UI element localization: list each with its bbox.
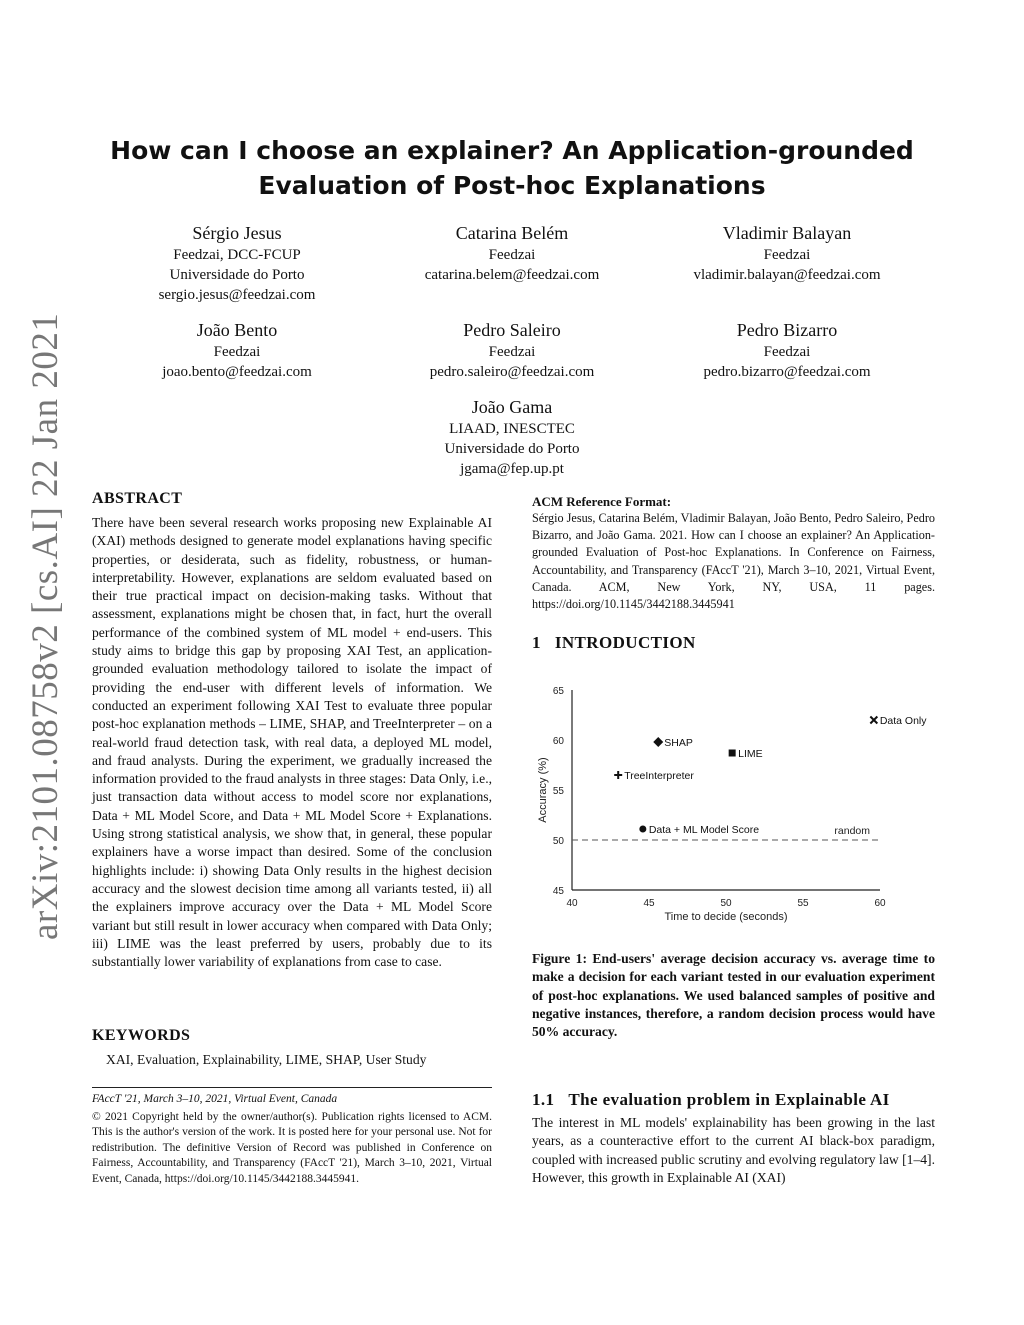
y-tick-label: 65	[552, 686, 564, 697]
footnote-divider	[92, 1087, 492, 1088]
author-block	[642, 318, 932, 382]
acm-reference	[532, 494, 935, 613]
y-tick-label: 50	[552, 836, 564, 847]
paper-title: How can I choose an explainer? An Application-grounded Evaluation of Post-hoc Explanations	[110, 136, 914, 200]
author-block	[92, 221, 382, 305]
x-tick-label: 40	[566, 898, 578, 909]
author-affiliation: Feedzai	[763, 344, 811, 360]
author-affiliation: Universidade do Porto	[169, 267, 305, 283]
y-tick-label: 45	[552, 886, 564, 897]
section-number: 1	[532, 633, 541, 652]
subsection-title: The evaluation problem in Explainable AI	[568, 1090, 890, 1109]
author-name: João Bento	[196, 320, 278, 340]
x-tick-label: 45	[643, 898, 655, 909]
abstract-text: There have been several research works proposing new Explainable AI (XAI) methods designed to generate model explanations having specific properties, or desiderata, such as fidelity, robustness, or human-interpretability. However, explanations are seldom evaluated based on their true practical impact on decision-making tasks. Without that assessment, explanations might be chosen that, in fact, hurt the overall performance of the combined system of ML model + end-users. This study aims to bridge this gap by proposing XAI Test, an application-grounded evaluation methodology tailored to isolate the impact of providing the end-user with different levels of information. We conducted an experiment following XAI Test to evaluate three popular post-hoc explanation methods – LIME, SHAP, and TreeInterpreter – on a real-world fraud detection task, with real data, a deployed ML model, and fraud analysts. During the experiment, we gradually increased the information provided to the fraud analysts in three stages: Data Only, i.e., just transaction data without access to model score nor explanations, Data + ML Model Score, and Data + ML Model Score + Explanations. Using strong statistical analysis, we show that, in general, these popular explainers have a worse impact than desired. Some of the conclusion highlights include: i) showing Data Only results in the highest decision accuracy and the slowest decision time among all variants tested, ii) all the explainers improve accuracy over the Data + ML Model Score variant but still result in lower accuracy when compared with Data Only; iii) LIME was the least preferred by users, probably due to its substantially lower variability of explanations from case to case.	[92, 515, 492, 970]
abstract-heading: ABSTRACT	[92, 490, 183, 507]
point-shap	[653, 737, 663, 747]
subsection-text: The interest in ML models' explainability has been growing in the last years, as a counteractive effort to the current AI black-box paradigm, coupled with increased public scrutiny and evolving regulatory law [1–4]. However, this growth in Explainable AI (XAI)	[532, 1115, 935, 1185]
author-name: Sérgio Jesus	[192, 223, 282, 243]
author-email: catarina.belem@feedzai.com	[424, 267, 600, 283]
author-affiliation: Feedzai	[488, 344, 536, 360]
author-email: pedro.bizarro@feedzai.com	[703, 364, 871, 380]
figure-1-chart	[532, 680, 932, 930]
acm-reference-text: Sérgio Jesus, Catarina Belém, Vladimir Balayan, João Bento, Pedro Saleiro, Pedro Bizarro, and João Gama. 2021. How can I choose an explainer? An Application-grounded Evaluation of Post-hoc Explanations. In Conference on Fairness, Accountability, and Transparency (FAccT '21), March 3–10, 2021, Virtual Event, Canada. ACM, New York, NY, USA, 11 pages. https://doi.org/10.1145/3442188.3445941	[532, 511, 935, 612]
author-block	[367, 318, 657, 382]
author-affiliation: Feedzai	[488, 247, 536, 263]
point-label-data-ml-model-score: Data + ML Model Score	[648, 824, 760, 836]
author-name: Pedro Saleiro	[463, 320, 561, 340]
keywords-section	[92, 1027, 492, 1069]
point-label-lime: LIME	[738, 748, 763, 760]
point-data-only	[870, 717, 877, 724]
author-email: vladimir.balayan@feedzai.com	[693, 267, 881, 283]
chart-axes	[537, 686, 886, 923]
keywords-heading: KEYWORDS	[92, 1027, 191, 1044]
author-email: joao.bento@feedzai.com	[162, 364, 312, 380]
keywords-text: XAI, Evaluation, Explainability, LIME, SHAP, User Study	[106, 1052, 427, 1067]
author-affiliation: Feedzai	[213, 344, 261, 360]
author-affiliation: Feedzai	[763, 247, 811, 263]
author-name: Pedro Bizarro	[736, 320, 838, 340]
author-name: Catarina Belém	[455, 223, 569, 243]
section-title: INTRODUCTION	[554, 633, 696, 652]
abstract-section	[92, 490, 492, 971]
x-axis-label: Time to decide (seconds)	[664, 911, 788, 923]
chart-marks	[572, 715, 927, 840]
arxiv-stamp: arXiv:2101.08758v2 [cs.AI] 22 Jan 2021	[25, 312, 66, 940]
author-block	[367, 395, 657, 479]
author-affiliation: LIAAD, INESCTEC	[449, 421, 575, 437]
point-label-treeinterpreter: TreeInterpreter	[624, 770, 694, 782]
author-email: jgama@fep.up.pt	[460, 461, 564, 477]
point-data-ml-model-score	[639, 826, 646, 833]
author-affiliation: Feedzai, DCC-FCUP	[173, 247, 301, 263]
point-label-data-only: Data Only	[879, 715, 927, 727]
footnote-text: © 2021 Copyright held by the owner/author(s). Publication rights licensed to ACM. This is the author's version of the work. It is posted here for your personal use. Not for redistribution. The definitive Version of Record was published in Conference on Fairness, Accountability, and Transparency (FAccT '21), March 3–10, 2021, Virtual Event, Canada, https://doi.org/10.1145/3442188.3445941.	[92, 1110, 492, 1185]
random-reference-label: random	[834, 825, 870, 837]
footnote	[92, 1092, 492, 1187]
author-block	[92, 318, 382, 382]
y-axis-label: Accuracy (%)	[537, 757, 549, 823]
y-tick-label: 60	[552, 736, 564, 747]
point-lime	[729, 750, 736, 757]
author-name: João Gama	[471, 397, 553, 417]
author-affiliation: Universidade do Porto	[444, 441, 580, 457]
footnote-venue: FAccT '21, March 3–10, 2021, Virtual Event, Canada	[92, 1093, 338, 1105]
point-treeinterpreter	[614, 771, 622, 779]
author-email: sergio.jesus@feedzai.com	[158, 287, 316, 303]
x-tick-label: 55	[797, 898, 809, 909]
author-block	[642, 221, 932, 285]
figure-caption: Figure 1: End-users' average decision accuracy vs. average time to make a decision for each variant tested in our evaluation experiment of post-hoc explanations. We used balanced samples of positive and negative instances, therefore, a random decision process would have 50% accuracy.	[532, 951, 935, 1040]
x-tick-label: 50	[720, 898, 732, 909]
acm-reference-heading: ACM Reference Format:	[532, 494, 672, 509]
point-label-shap: SHAP	[664, 737, 693, 749]
y-tick-label: 55	[552, 786, 564, 797]
intro-heading	[532, 633, 935, 653]
subsection-number: 1.1	[532, 1090, 555, 1109]
subsection-1-1	[532, 1090, 935, 1187]
x-tick-label: 60	[874, 898, 886, 909]
author-name: Vladimir Balayan	[722, 223, 852, 243]
author-block	[367, 221, 657, 285]
author-email: pedro.saleiro@feedzai.com	[429, 364, 595, 380]
